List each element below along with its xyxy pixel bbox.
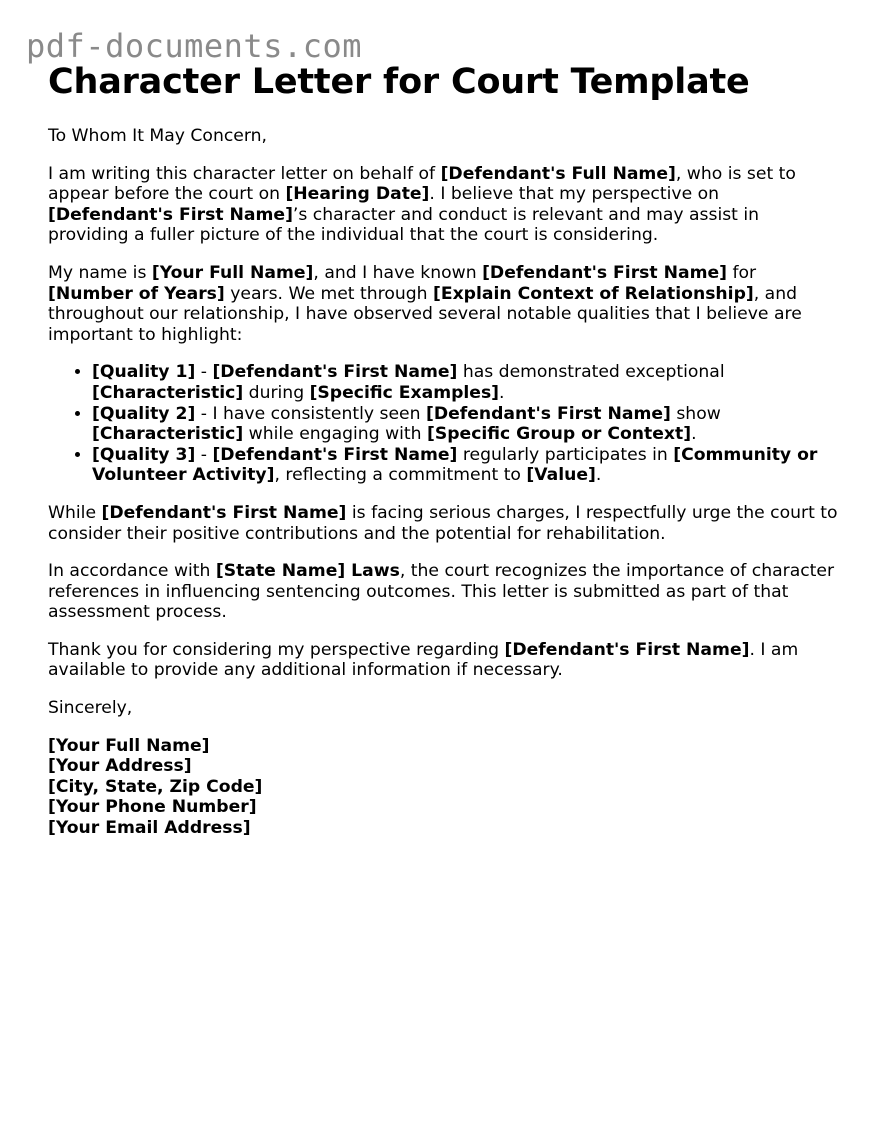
signature-phone: [Your Phone Number] <box>48 797 257 818</box>
letter-document <box>48 58 838 839</box>
text: , who is set to appear before the court on <box>48 163 796 205</box>
text: , and throughout our relationship, I have observed several notable qualities that I believe are important to highlight: <box>48 283 802 345</box>
text: , reflecting a commitment to <box>274 465 527 486</box>
text: is facing serious charges, I respectfully urge the court to consider their positive contributions and the potential for rehabilitation. <box>48 502 838 544</box>
list-item-quality-2 <box>92 404 838 445</box>
paragraph-charges <box>48 503 838 544</box>
list-item-quality-3 <box>92 445 838 486</box>
text: Thank you for considering my perspective regarding <box>48 639 505 660</box>
text: - <box>195 444 213 465</box>
placeholder-defendant-first-name: [Defendant's First Name] <box>101 502 347 523</box>
placeholder-defendant-first-name: [Defendant's First Name] <box>504 639 750 660</box>
placeholder-defendant-first-name: [Defendant's First Name] <box>425 403 671 424</box>
placeholder-defendant-first-name: [Defendant's First Name] <box>212 444 458 465</box>
text: has demonstrated exceptional <box>457 362 725 383</box>
text: for <box>727 262 757 283</box>
signature-full-name: [Your Full Name] <box>48 735 210 756</box>
placeholder-defendant-full-name: [Defendant's Full Name] <box>440 163 676 184</box>
paragraph-state-laws <box>48 561 838 623</box>
placeholder-state-laws: [State Name] Laws <box>215 561 400 582</box>
placeholder-number-of-years: [Number of Years] <box>48 283 225 304</box>
placeholder-community-activity: [Community or Volunteer Activity] <box>92 444 818 486</box>
placeholder-specific-group: [Specific Group or Context] <box>427 424 692 445</box>
closing: Sincerely, <box>48 698 133 719</box>
greeting: To Whom It May Concern, <box>48 126 267 146</box>
text: - <box>195 362 213 383</box>
text: - I have consistently seen <box>195 403 426 424</box>
placeholder-defendant-first-name: [Defendant's First Name] <box>482 262 727 283</box>
signature-city-state-zip: [City, State, Zip Code] <box>48 776 263 797</box>
placeholder-quality: [Quality 3] <box>92 444 196 465</box>
placeholder-hearing-date: [Hearing Date] <box>285 184 430 205</box>
signature-address: [Your Address] <box>48 756 192 777</box>
placeholder-your-full-name: [Your Full Name] <box>151 262 314 283</box>
text: . <box>691 424 697 445</box>
text: , the court recognizes the importance of character references in influencing sentencing outcomes. This letter is submitted as part of that assessment process. <box>48 561 835 623</box>
qualities-list <box>48 362 838 486</box>
placeholder-defendant-first-name: [Defendant's First Name] <box>48 204 293 225</box>
text: My name is <box>48 262 152 283</box>
text: regularly participates in <box>457 444 674 465</box>
placeholder-quality: [Quality 1] <box>92 362 196 383</box>
placeholder-value: [Value] <box>526 465 596 486</box>
text: while engaging with <box>243 424 427 445</box>
text: While <box>48 502 102 523</box>
text: show <box>670 403 721 424</box>
text: during <box>243 382 310 403</box>
text: . I believe that my perspective on <box>429 184 720 205</box>
watermark-text: pdf-documents.com <box>26 27 363 65</box>
text: In accordance with <box>48 561 216 582</box>
text: . I am available to provide any additional information if necessary. <box>48 639 799 681</box>
placeholder-relationship-context: [Explain Context of Relationship] <box>433 283 754 304</box>
placeholder-characteristic: [Characteristic] <box>92 424 244 445</box>
text: . <box>595 465 602 486</box>
text: , and I have known <box>313 262 483 283</box>
text: years. We met through <box>224 283 433 304</box>
text: I am writing this character letter on behalf of <box>48 163 441 184</box>
text: ’s character and conduct is relevant and may assist in providing a fuller picture of the individual that the court is considering. <box>48 204 760 246</box>
placeholder-defendant-first-name: [Defendant's First Name] <box>212 362 458 383</box>
placeholder-characteristic: [Characteristic] <box>92 382 244 403</box>
text: . <box>499 382 505 403</box>
paragraph-relationship <box>48 263 838 345</box>
signature-block <box>48 736 838 839</box>
paragraph-thanks <box>48 640 838 681</box>
list-item-quality-1 <box>92 362 838 403</box>
document-title: Character Letter for Court Template <box>48 62 750 102</box>
signature-email: [Your Email Address] <box>48 818 251 839</box>
paragraph-introduction <box>48 164 838 246</box>
placeholder-specific-examples: [Specific Examples] <box>309 382 500 403</box>
placeholder-quality: [Quality 2] <box>92 403 196 424</box>
